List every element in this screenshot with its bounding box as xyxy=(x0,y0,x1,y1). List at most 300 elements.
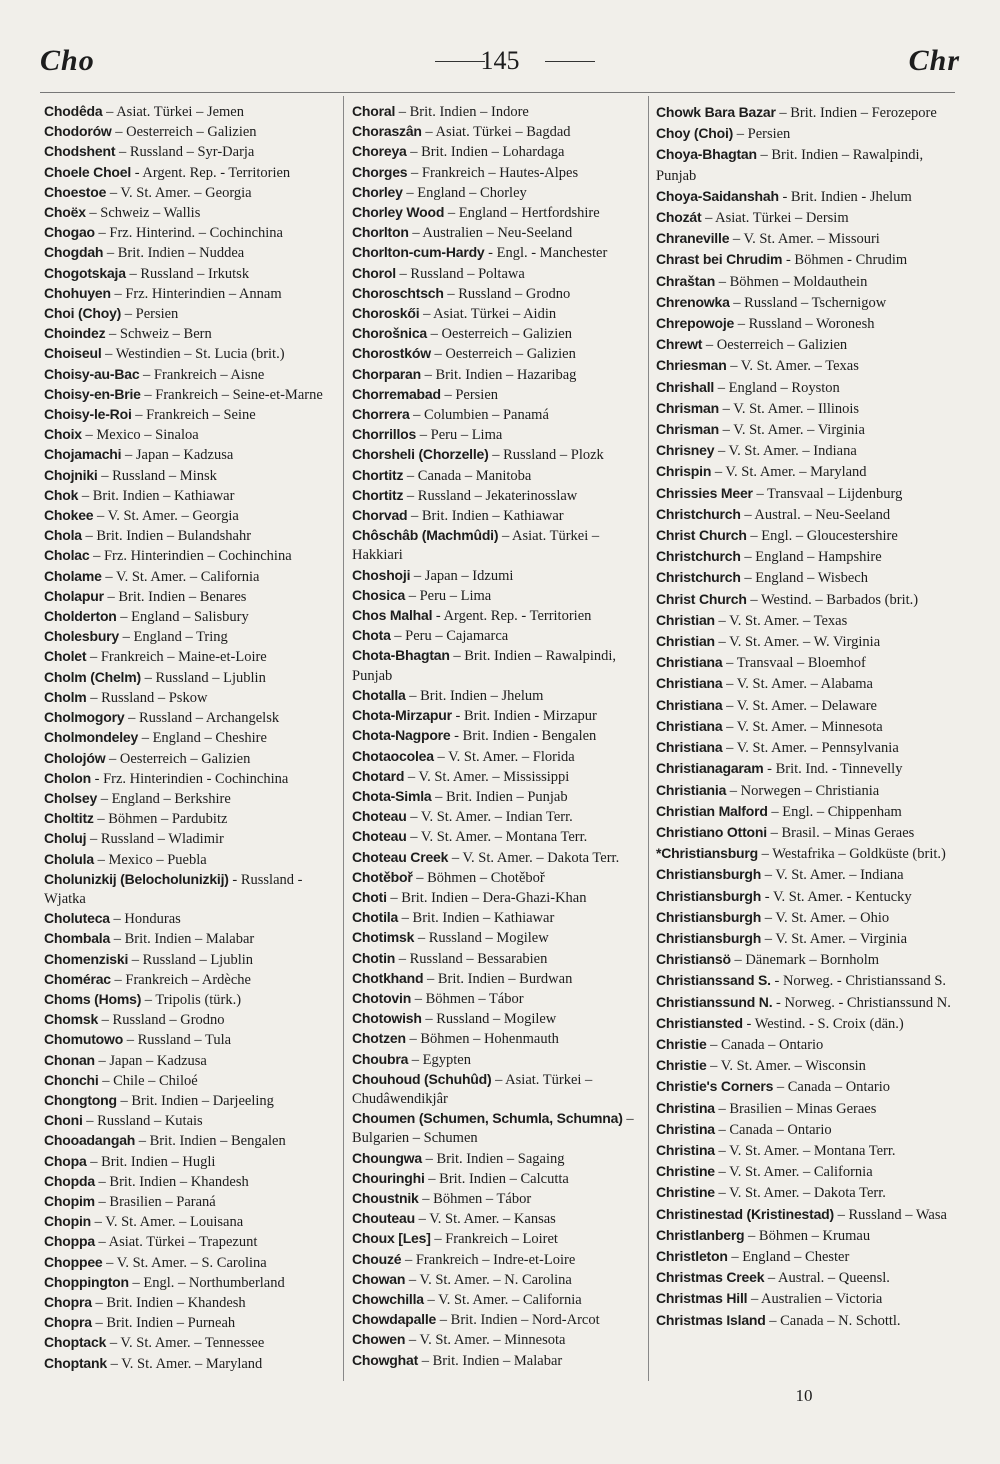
entry-place-name: Choshoji xyxy=(352,566,411,583)
entry-location: – Brit. Indien – Dera-Ghazi-Khan xyxy=(390,889,587,906)
entry-place-name: Chotzen xyxy=(352,1030,406,1047)
entry-place-name: Christie xyxy=(656,1057,707,1074)
entry-location: – V. St. Amer. – Dakota Terr. xyxy=(718,1185,886,1202)
gazetteer-entry xyxy=(352,646,644,685)
gazetteer-entry xyxy=(352,928,644,948)
entry-place-name: Chorsheli (Chorzelle) xyxy=(352,446,489,463)
entry-place-name: Christine xyxy=(656,1163,715,1180)
entry-location: – Brit. Indien – Darjeeling xyxy=(120,1092,274,1109)
entry-location: – V. St. Amer. – Maryland xyxy=(714,464,867,481)
entry-place-name: Cholesbury xyxy=(44,628,120,645)
entry-place-name: Chôschâb (Machmûdi) xyxy=(352,527,499,544)
gazetteer-entry xyxy=(44,1273,334,1293)
entry-place-name: Chorostków xyxy=(352,345,431,362)
entry-location: – Columbien – Panamá xyxy=(413,407,549,424)
gazetteer-entry xyxy=(44,990,334,1010)
gazetteer-entry xyxy=(44,405,334,425)
entry-place-name: Chouteau xyxy=(352,1210,415,1227)
entry-location: – Mexico – Puebla xyxy=(97,851,207,868)
entry-place-name: Cholm (Chelm) xyxy=(44,668,141,685)
gazetteer-entry xyxy=(656,1098,952,1119)
entry-location: – Westind. – Barbados (brit.) xyxy=(750,591,919,608)
gazetteer-entry xyxy=(656,525,952,546)
entry-location: – Brit. Indien – Ferozepore xyxy=(779,105,937,121)
gazetteer-entry xyxy=(352,807,644,827)
gazetteer-entry xyxy=(352,425,644,445)
gazetteer-entry xyxy=(352,1149,644,1169)
entry-location: – England – Chester xyxy=(731,1248,850,1265)
gazetteer-entry xyxy=(352,324,644,344)
entry-location: – V. St. Amer. – Mississippi xyxy=(407,768,570,785)
gazetteer-entry xyxy=(44,1152,334,1172)
gazetteer-entry xyxy=(656,907,952,928)
gazetteer-entry xyxy=(44,142,334,162)
gazetteer-entry xyxy=(656,334,952,355)
gazetteer-entry xyxy=(352,827,644,847)
entry-place-name: Chrepowoje xyxy=(656,315,735,332)
entry-place-name: Choindez xyxy=(44,325,106,342)
entry-location: – England – Cheshire xyxy=(141,730,267,747)
gazetteer-entry xyxy=(44,1192,334,1212)
entry-place-name: Choiseul xyxy=(44,345,102,362)
entry-place-name: Chorol xyxy=(352,264,396,281)
entry-place-name: Chomenziski xyxy=(44,950,129,967)
entry-place-name: Cholsey xyxy=(44,789,98,806)
entry-location: – V. St. Amer. – Delaware xyxy=(726,697,877,714)
gazetteer-entry xyxy=(352,203,644,223)
entry-place-name: Chriesman xyxy=(656,357,727,374)
entry-place-name: Christmas Creek xyxy=(656,1269,765,1286)
entry-place-name: Chogdah xyxy=(44,244,104,261)
entry-place-name: Chowchilla xyxy=(352,1290,424,1307)
entry-location: – Russland – Plozk xyxy=(492,447,604,464)
entry-location: – Persien xyxy=(124,306,179,323)
entry-location: – Brit. Indien – Khandesh xyxy=(95,1294,246,1311)
gazetteer-entry xyxy=(656,144,952,185)
gazetteer-entry xyxy=(44,850,334,870)
gazetteer-entry xyxy=(352,526,644,565)
gazetteer-entry xyxy=(352,626,644,646)
entry-place-name: Chraneville xyxy=(656,230,730,247)
entry-place-name: Christianagaram xyxy=(656,760,764,777)
entry-place-name: Choisy-au-Bac xyxy=(44,365,140,382)
gazetteer-entry xyxy=(44,163,334,183)
gazetteer-entry xyxy=(44,789,334,809)
entry-place-name: Christiana xyxy=(656,675,723,692)
entry-location: – V. St. Amer. – Florida xyxy=(437,748,575,765)
entry-place-name: Chota-Mirzapur xyxy=(352,707,452,724)
entry-location: – Transvaal – Lijdenburg xyxy=(756,485,903,502)
entry-place-name: Chooadangah xyxy=(44,1132,136,1149)
entry-location: – Honduras xyxy=(113,911,181,928)
entry-location: – Brit. Indien – Rawalpindi, Punjab xyxy=(656,147,924,184)
entry-location: – Oesterreich – Galizien xyxy=(430,326,572,343)
entry-location: – V. St. Amer. – Wisconsin xyxy=(710,1058,866,1075)
entry-place-name: Chowdapalle xyxy=(352,1311,437,1328)
entry-location: – Asiat. Türkei – Jemen xyxy=(106,104,244,120)
gazetteer-entry xyxy=(44,1131,334,1151)
entry-location: – Brit. Indien – Rawalpindi, Punjab xyxy=(352,648,617,684)
column-2 xyxy=(352,102,644,1371)
entry-place-name: Christlanberg xyxy=(656,1226,745,1243)
gazetteer-entry xyxy=(352,888,644,908)
entry-place-name: Choestoe xyxy=(44,183,107,200)
entry-place-name: Choluj xyxy=(44,830,87,847)
entry-location: – V. St. Amer. – Texas xyxy=(718,612,848,629)
entry-place-name: Chotin xyxy=(352,949,396,966)
entry-location: – Frankreich – Ardèche xyxy=(114,971,251,988)
gazetteer-entry xyxy=(44,829,334,849)
gazetteer-entry xyxy=(44,385,334,405)
entry-location: – V. St. Amer. – California xyxy=(718,1164,873,1181)
gazetteer-entry xyxy=(656,1288,952,1309)
entry-location: – V. St. Amer. – Dakota Terr. xyxy=(451,849,620,866)
entry-place-name: Choisy-le-Roi xyxy=(44,406,132,423)
gazetteer-entry xyxy=(44,1354,334,1374)
entry-location: – Asiat. Türkei – Chudâwendikjâr xyxy=(352,1071,593,1107)
gazetteer-entry xyxy=(352,868,644,888)
entry-location: – Bulgarien – Schumen xyxy=(352,1111,634,1147)
entry-place-name: Chraštan xyxy=(656,272,716,289)
gazetteer-entry xyxy=(352,264,644,284)
gazetteer-entry xyxy=(656,822,952,843)
entry-location: – Frankreich – Indre-et-Loire xyxy=(404,1251,576,1268)
entry-location: - Brit. Indien - Jhelum xyxy=(782,188,912,205)
gazetteer-entry xyxy=(656,886,952,907)
gazetteer-entry xyxy=(44,627,334,647)
gazetteer-entry xyxy=(656,949,952,970)
entry-place-name: Cholmondeley xyxy=(44,729,139,746)
gazetteer-entry xyxy=(352,344,644,364)
gazetteer-entry xyxy=(44,647,334,667)
gazetteer-entry xyxy=(656,419,952,440)
entry-location: – Russland – Ljublin xyxy=(131,951,254,968)
entry-location: – Brit. Indien – Burdwan xyxy=(426,970,573,987)
gazetteer-entry xyxy=(656,123,952,144)
entry-location: – Frankreich – Hautes-Alpes xyxy=(411,164,579,181)
entry-location: - Westind. - S. Croix (dän.) xyxy=(746,1015,904,1032)
entry-place-name: Christian xyxy=(656,611,715,628)
entry-place-name: Chotalla xyxy=(352,686,406,703)
entry-location: – Böhmen – Hohenmauth xyxy=(409,1031,559,1048)
entry-place-name: Cholapur xyxy=(44,587,104,604)
entry-place-name: Chrenowka xyxy=(656,293,730,310)
entry-location: – Brit. Indien – Punjab xyxy=(435,788,568,805)
entry-location: – Russland – Pskow xyxy=(90,689,208,706)
entry-location: – Russland – Bessarabien xyxy=(398,950,548,967)
entry-place-name: Christchurch xyxy=(656,548,741,565)
entry-place-name: Choms (Homs) xyxy=(44,990,142,1007)
entry-location: – England – Royston xyxy=(717,379,840,396)
entry-location: – Asiat. Türkei – Dersim xyxy=(705,210,849,227)
gazetteer-entry xyxy=(656,504,952,525)
gazetteer-entry xyxy=(656,992,952,1013)
gazetteer-entry xyxy=(656,652,952,673)
entry-location: – V. St. Amer. – Georgia xyxy=(97,508,239,525)
gazetteer-entry xyxy=(44,365,334,385)
gazetteer-entry xyxy=(656,1119,952,1140)
entry-location: – Canada – Ontario xyxy=(776,1079,890,1096)
entry-location: – Russland – Wladimir xyxy=(89,831,224,848)
entry-location: – Böhmen – Moldauthein xyxy=(718,273,868,290)
entry-location: – Russland – Grodno xyxy=(447,285,571,302)
entry-place-name: Christina xyxy=(656,1120,715,1137)
entry-place-name: Cholojów xyxy=(44,749,106,766)
entry-location: – Engl. – Chippenham xyxy=(771,803,902,820)
gazetteer-entry xyxy=(352,1290,644,1310)
gazetteer-entry xyxy=(44,1030,334,1050)
entry-location: – V. St. Amer. – N. Carolina xyxy=(408,1271,572,1288)
gazetteer-entry xyxy=(44,183,334,203)
gazetteer-entry xyxy=(44,1051,334,1071)
gazetteer-entry xyxy=(352,142,644,162)
entry-location: – Russland – Mogilew xyxy=(417,930,549,947)
entry-place-name: Choptack xyxy=(44,1334,107,1351)
entry-location: – Schweiz – Wallis xyxy=(89,205,201,222)
entry-place-name: Choele Choel xyxy=(44,163,132,180)
gazetteer-entry xyxy=(44,264,334,284)
gazetteer-entry xyxy=(656,843,952,864)
gazetteer-entry xyxy=(44,304,334,324)
entry-location: – Persien xyxy=(736,126,791,143)
entry-place-name: Chotard xyxy=(352,767,405,784)
gazetteer-entry xyxy=(352,445,644,465)
entry-place-name: Chonan xyxy=(44,1051,95,1068)
gazetteer-entry xyxy=(656,1055,952,1076)
entry-place-name: Chopda xyxy=(44,1172,95,1189)
entry-place-name: Choix xyxy=(44,426,82,443)
entry-location: – Austral. – Queensl. xyxy=(767,1270,890,1287)
entry-place-name: Cholon xyxy=(44,769,92,786)
header-divider xyxy=(40,92,955,93)
entry-place-name: Chorges xyxy=(352,163,408,180)
entry-place-name: Chotaocolea xyxy=(352,747,434,764)
entry-location: – Frz. Hinterind. – Cochinchina xyxy=(98,225,283,242)
entry-place-name: Christmas Hill xyxy=(656,1290,748,1307)
entry-location: – Brit. Indien – Kathiawar xyxy=(401,910,555,927)
entry-place-name: Christiansted xyxy=(656,1014,743,1031)
gazetteer-entry xyxy=(352,122,644,142)
entry-location: – Brit. Indien – Bengalen xyxy=(138,1133,286,1150)
entry-location: – Mexico – Sinaloa xyxy=(85,427,199,444)
entry-location: – Austral. – Neu-Seeland xyxy=(744,506,891,523)
gazetteer-entry xyxy=(656,1182,952,1203)
entry-place-name: Christian xyxy=(656,633,715,650)
gazetteer-entry xyxy=(656,737,952,758)
entry-place-name: Choroschtsch xyxy=(352,284,444,301)
entry-place-name: Christiansö xyxy=(656,951,731,968)
entry-location: – V. St. Amer. – Indiana xyxy=(717,443,857,460)
entry-place-name: Chorlton-cum-Hardy xyxy=(352,244,485,261)
entry-location: – Australien – Neu-Seeland xyxy=(412,225,573,242)
entry-place-name: Christchurch xyxy=(656,505,741,522)
entry-location: - Norweg. - Christianssund N. xyxy=(776,994,951,1011)
entry-place-name: Cholderton xyxy=(44,608,117,625)
entry-location: – Brit. Indien – Nuddea xyxy=(106,245,245,262)
header-rule-right xyxy=(545,61,595,62)
entry-place-name: Chotimsk xyxy=(352,929,415,946)
entry-location: – Russland – Tschernigow xyxy=(733,294,887,311)
entry-place-name: Chowghat xyxy=(352,1351,419,1368)
entry-place-name: Christiansburgh xyxy=(656,908,762,925)
entry-location: – Westafrika – Goldküste (brit.) xyxy=(761,846,946,863)
gazetteer-entry xyxy=(352,284,644,304)
gazetteer-entry xyxy=(352,949,644,969)
gazetteer-entry xyxy=(656,207,952,228)
entry-place-name: Chotkhand xyxy=(352,969,424,986)
entry-location: – Brit. Indien – Purneah xyxy=(95,1315,236,1332)
entry-place-name: Cholmogory xyxy=(44,709,125,726)
gazetteer-entry xyxy=(44,607,334,627)
gazetteer-entry xyxy=(44,929,334,949)
entry-location: – England – Tring xyxy=(122,629,228,646)
gazetteer-entry xyxy=(352,1270,644,1290)
entry-place-name: Chopra xyxy=(44,1293,92,1310)
entry-location: – Brasil. – Minas Geraes xyxy=(770,824,915,841)
entry-place-name: Choraszân xyxy=(352,123,422,140)
gazetteer-entry xyxy=(44,749,334,769)
entry-place-name: Chrisney xyxy=(656,442,715,459)
gazetteer-entry xyxy=(44,1071,334,1091)
entry-location: – Brasilien – Minas Geraes xyxy=(718,1100,877,1117)
entry-location: – Brit. Indien – Benares xyxy=(107,588,247,605)
entry-place-name: Chota-Nagpore xyxy=(352,727,451,744)
entry-place-name: Chouhoud (Schuhûd) xyxy=(352,1070,492,1087)
gazetteer-entry xyxy=(656,610,952,631)
gazetteer-entry xyxy=(44,102,334,122)
entry-location: – Australien – Victoria xyxy=(750,1291,883,1308)
entry-place-name: Chogao xyxy=(44,224,95,241)
entry-place-name: Choya-Bhagtan xyxy=(656,146,757,163)
entry-place-name: Christiana xyxy=(656,696,723,713)
gazetteer-entry xyxy=(656,1204,952,1225)
entry-location: – Russland – Archangelsk xyxy=(128,710,280,727)
entry-location: – Russland – Minsk xyxy=(101,467,217,484)
gazetteer-entry xyxy=(352,183,644,203)
entry-place-name: Choisy-en-Brie xyxy=(44,385,141,402)
entry-location: - Norweg. - Christianssand S. xyxy=(774,973,947,990)
gazetteer-entry xyxy=(44,1172,334,1192)
gazetteer-entry xyxy=(44,809,334,829)
entry-location: – Canada – Ontario xyxy=(718,1121,832,1138)
entry-location: - Brit. Indien - Bengalen xyxy=(454,728,597,745)
entry-location: – Brit. Indien – Indore xyxy=(398,104,529,120)
gazetteer-entry xyxy=(656,1034,952,1055)
entry-place-name: Choi (Choy) xyxy=(44,305,122,322)
entry-place-name: Chrast bei Chrudim xyxy=(656,251,783,268)
gazetteer-entry xyxy=(656,546,952,567)
entry-place-name: Christinestad (Kristinestad) xyxy=(656,1205,834,1222)
entry-place-name: Chowk Bara Bazar xyxy=(656,104,776,120)
entry-place-name: Choya-Saidanshah xyxy=(656,187,779,204)
entry-place-name: Chorošnica xyxy=(352,325,428,342)
gazetteer-entry xyxy=(352,566,644,586)
entry-place-name: Chorvad xyxy=(352,507,408,524)
gazetteer-entry xyxy=(44,567,334,587)
header-right-catchword: Chr xyxy=(908,44,960,77)
entry-place-name: Chopim xyxy=(44,1192,95,1209)
entry-location: – Westindien – St. Lucia (brit.) xyxy=(105,346,285,363)
column-3 xyxy=(656,102,952,1331)
entry-place-name: Christiana xyxy=(656,717,723,734)
gazetteer-entry xyxy=(352,989,644,1009)
gazetteer-entry xyxy=(656,631,952,652)
entry-location: – Transvaal – Bloemhof xyxy=(726,655,866,672)
entry-place-name: Chorrera xyxy=(352,406,410,423)
entry-location: – Russland – Mogilew xyxy=(425,1011,557,1028)
entry-place-name: Choteau xyxy=(352,828,407,845)
entry-place-name: Chowen xyxy=(352,1331,406,1348)
gazetteer-entry xyxy=(352,304,644,324)
entry-location: – V. St. Amer. – Virginia xyxy=(722,422,865,439)
entry-location: – Brit. Indien – Kathiawar xyxy=(81,487,235,504)
entry-location: – Engl. – Northumberland xyxy=(132,1274,285,1291)
entry-location: – Böhmen – Chotěboř xyxy=(416,869,545,886)
gazetteer-entry xyxy=(352,787,644,807)
gazetteer-entry xyxy=(352,223,644,243)
entry-location: – Russland – Kutais xyxy=(86,1113,203,1130)
gazetteer-entry xyxy=(656,228,952,249)
entry-place-name: Chrishall xyxy=(656,378,715,395)
entry-place-name: Choreya xyxy=(352,143,407,160)
entry-place-name: Christiana xyxy=(656,654,723,671)
entry-place-name: Choungwa xyxy=(352,1149,422,1166)
gazetteer-entry xyxy=(352,848,644,868)
gazetteer-entry xyxy=(656,377,952,398)
gazetteer-entry xyxy=(44,243,334,263)
entry-location: – Frz. Hinterindien – Cochinchina xyxy=(93,548,292,565)
entry-location: – V. St. Amer. – Missouri xyxy=(732,231,880,248)
gazetteer-entry xyxy=(656,1310,952,1331)
entry-place-name: Christmas Island xyxy=(656,1311,766,1328)
gazetteer-entry xyxy=(656,1161,952,1182)
entry-location: – Brasilien – Paraná xyxy=(98,1193,216,1210)
entry-place-name: Chogotskaja xyxy=(44,264,126,281)
entry-place-name: Chorremabad xyxy=(352,385,441,402)
entry-location: – Brit. Indien – Calcutta xyxy=(428,1170,569,1187)
entry-place-name: Chorrillos xyxy=(352,426,417,443)
entry-place-name: Cholame xyxy=(44,567,102,584)
entry-location: – Peru – Cajamarca xyxy=(394,628,509,645)
gazetteer-entry xyxy=(44,688,334,708)
gazetteer-entry xyxy=(44,526,334,546)
entry-location: – V. St. Amer. – Indian Terr. xyxy=(410,809,573,826)
gazetteer-entry xyxy=(44,324,334,344)
entry-location: – V. St. Amer. – California xyxy=(105,568,260,585)
entry-place-name: Choptank xyxy=(44,1354,107,1371)
entry-location: – V. St. Amer. – Montana Terr. xyxy=(410,829,588,846)
entry-location: – Peru – Lima xyxy=(408,587,492,604)
entry-place-name: Chopa xyxy=(44,1152,87,1169)
header-left-catchword: Cho xyxy=(40,44,95,77)
gazetteer-entry xyxy=(44,1253,334,1273)
entry-place-name: Chrispin xyxy=(656,463,712,480)
entry-place-name: Christina xyxy=(656,1099,715,1116)
entry-place-name: Choluteca xyxy=(44,910,110,927)
entry-location: – Oesterreich – Galizien xyxy=(705,337,848,354)
gazetteer-entry xyxy=(44,1333,334,1353)
entry-location: – V. St. Amer. – Louisana xyxy=(94,1214,244,1231)
gazetteer-entry xyxy=(44,1212,334,1232)
gazetteer-entry xyxy=(44,486,334,506)
entry-location: - V. St. Amer. - Kentucky xyxy=(764,888,912,905)
entry-location: – V. St. Amer. – Maryland xyxy=(110,1355,263,1372)
entry-place-name: Chotowish xyxy=(352,1010,422,1027)
entry-place-name: Chota-Simla xyxy=(352,787,432,804)
entry-location: – Chile – Chiloé xyxy=(102,1072,198,1089)
entry-location: – Tripolis (türk.) xyxy=(144,991,242,1008)
entry-place-name: Choteau Creek xyxy=(352,848,449,865)
